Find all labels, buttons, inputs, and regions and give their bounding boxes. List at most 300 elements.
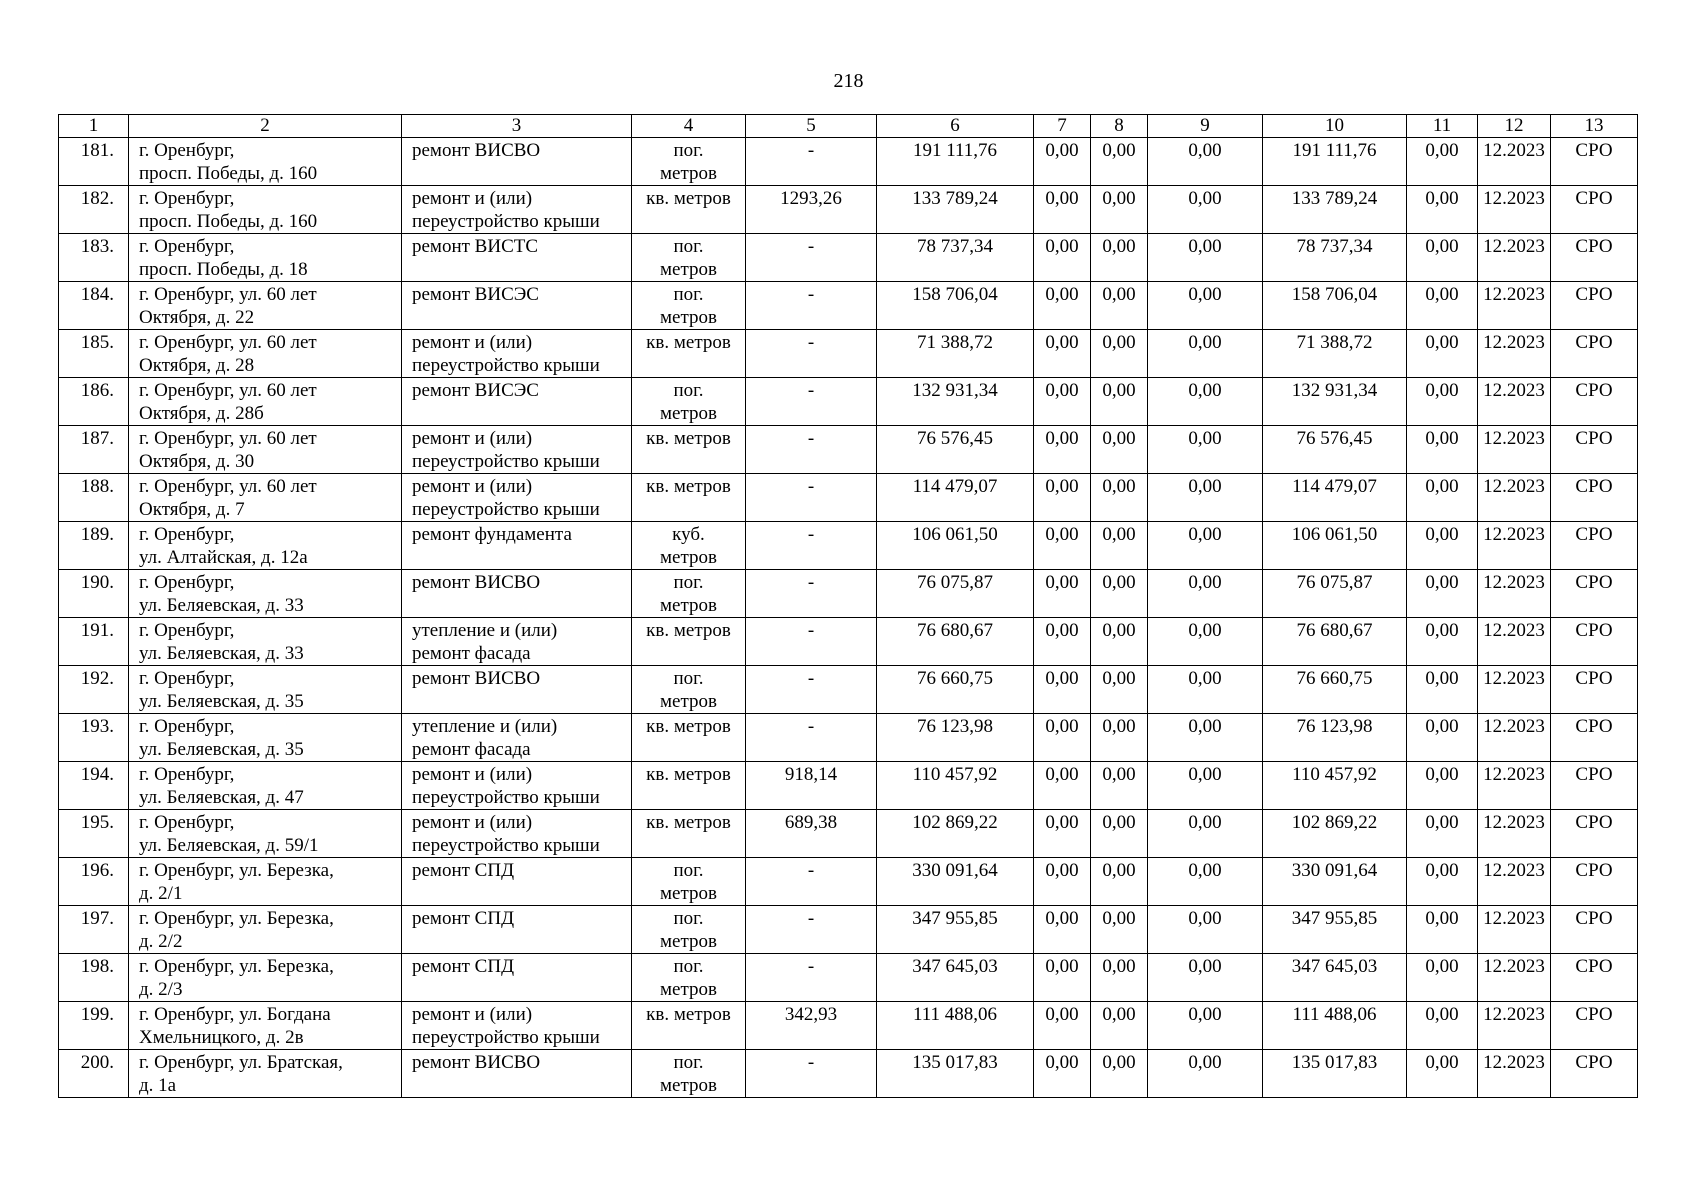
quantity-cell: -: [746, 474, 877, 522]
col11-cell: 0,00: [1407, 714, 1478, 762]
col11-cell: 0,00: [1407, 618, 1478, 666]
deadline-cell: 12.2023: [1478, 186, 1551, 234]
quantity-cell: -: [746, 858, 877, 906]
deadline-cell: 12.2023: [1478, 474, 1551, 522]
unit-cell-line: кв. метров: [646, 1004, 731, 1025]
col7-cell: 0,00: [1034, 858, 1091, 906]
total-cost-cell: 71 388,72: [877, 330, 1034, 378]
col10-cell: 106 061,50: [1263, 522, 1407, 570]
col11-cell: 0,00: [1407, 906, 1478, 954]
col11-cell: 0,00: [1407, 858, 1478, 906]
address-cell-line: просп. Победы, д. 160: [139, 163, 318, 184]
address-cell: [129, 906, 402, 954]
col10-cell: 132 931,34: [1263, 378, 1407, 426]
unit-cell-line: пог.: [673, 956, 704, 977]
address-cell-line: Октября, д. 28: [139, 355, 255, 376]
col7-cell: 0,00: [1034, 1002, 1091, 1050]
executor-cell: СРО: [1551, 666, 1638, 714]
unit-cell: [632, 282, 746, 330]
col9-cell: 0,00: [1148, 954, 1263, 1002]
address-cell-line: г. Оренбург, ул. Березка,: [139, 956, 334, 977]
col8-cell: 0,00: [1091, 666, 1148, 714]
col10-cell: 76 576,45: [1263, 426, 1407, 474]
col10-cell: 102 869,22: [1263, 810, 1407, 858]
quantity-cell: 918,14: [746, 762, 877, 810]
work-type-cell: [402, 426, 632, 474]
col8-cell: 0,00: [1091, 330, 1148, 378]
deadline-cell: 12.2023: [1478, 666, 1551, 714]
deadline-cell: 12.2023: [1478, 234, 1551, 282]
column-header-12: 12: [1478, 115, 1551, 138]
unit-cell-line: метров: [660, 931, 717, 952]
unit-cell-line: кв. метров: [646, 812, 731, 833]
table-row: [59, 282, 1638, 330]
col7-cell: 0,00: [1034, 330, 1091, 378]
unit-cell-line: кв. метров: [646, 764, 731, 785]
executor-cell: СРО: [1551, 186, 1638, 234]
unit-cell-line: кв. метров: [646, 716, 731, 737]
col8-cell: 0,00: [1091, 810, 1148, 858]
col10-cell: 347 955,85: [1263, 906, 1407, 954]
quantity-cell: -: [746, 1050, 877, 1098]
work-type-cell-line: ремонт фасада: [412, 739, 531, 760]
executor-cell: СРО: [1551, 378, 1638, 426]
quantity-cell: -: [746, 378, 877, 426]
col8-cell: 0,00: [1091, 714, 1148, 762]
col9-cell: 0,00: [1148, 330, 1263, 378]
executor-cell: СРО: [1551, 522, 1638, 570]
work-type-cell: [402, 1002, 632, 1050]
column-header-3: 3: [402, 115, 632, 138]
col10-cell: 78 737,34: [1263, 234, 1407, 282]
col7-cell: 0,00: [1034, 906, 1091, 954]
col11-cell: 0,00: [1407, 426, 1478, 474]
address-cell: [129, 666, 402, 714]
col7-cell: 0,00: [1034, 378, 1091, 426]
table-row: [59, 234, 1638, 282]
work-type-cell: [402, 234, 632, 282]
unit-cell-line: пог.: [673, 572, 704, 593]
table-row: [59, 186, 1638, 234]
row-number: 195.: [59, 810, 129, 858]
quantity-cell: -: [746, 426, 877, 474]
unit-cell-line: метров: [660, 1075, 717, 1096]
col9-cell: 0,00: [1148, 186, 1263, 234]
col8-cell: 0,00: [1091, 186, 1148, 234]
table-row: [59, 810, 1638, 858]
unit-cell-line: пог.: [673, 380, 704, 401]
total-cost-cell: 135 017,83: [877, 1050, 1034, 1098]
col8-cell: 0,00: [1091, 522, 1148, 570]
address-cell-line: Октября, д. 22: [139, 307, 255, 328]
work-type-cell: [402, 1050, 632, 1098]
quantity-cell: -: [746, 522, 877, 570]
quantity-cell: -: [746, 618, 877, 666]
quantity-cell: 1293,26: [746, 186, 877, 234]
address-cell: [129, 138, 402, 186]
quantity-cell: -: [746, 138, 877, 186]
total-cost-cell: 110 457,92: [877, 762, 1034, 810]
col9-cell: 0,00: [1148, 810, 1263, 858]
col11-cell: 0,00: [1407, 1050, 1478, 1098]
address-cell: [129, 426, 402, 474]
unit-cell-line: пог.: [673, 284, 704, 305]
col11-cell: 0,00: [1407, 810, 1478, 858]
work-type-cell-line: ремонт ВИСВО: [412, 1052, 541, 1073]
column-header-9: 9: [1148, 115, 1263, 138]
row-number: 187.: [59, 426, 129, 474]
col8-cell: 0,00: [1091, 954, 1148, 1002]
column-header-6: 6: [877, 115, 1034, 138]
table-row: [59, 378, 1638, 426]
work-type-cell: [402, 330, 632, 378]
address-cell-line: г. Оренбург,: [139, 140, 235, 161]
work-type-cell: [402, 378, 632, 426]
col7-cell: 0,00: [1034, 474, 1091, 522]
work-type-cell-line: переустройство крыши: [412, 787, 600, 808]
row-number: 186.: [59, 378, 129, 426]
column-header-7: 7: [1034, 115, 1091, 138]
executor-cell: СРО: [1551, 138, 1638, 186]
total-cost-cell: 133 789,24: [877, 186, 1034, 234]
col9-cell: 0,00: [1148, 138, 1263, 186]
total-cost-cell: 132 931,34: [877, 378, 1034, 426]
col10-cell: 114 479,07: [1263, 474, 1407, 522]
quantity-cell: -: [746, 906, 877, 954]
work-schedule-table: [58, 114, 1638, 1098]
col9-cell: 0,00: [1148, 714, 1263, 762]
address-cell-line: г. Оренбург,: [139, 812, 235, 833]
col8-cell: 0,00: [1091, 378, 1148, 426]
table-row: [59, 330, 1638, 378]
col11-cell: 0,00: [1407, 522, 1478, 570]
address-cell-line: г. Оренбург, ул. 60 лет: [139, 284, 317, 305]
executor-cell: СРО: [1551, 762, 1638, 810]
address-cell-line: Октября, д. 7: [139, 499, 245, 520]
col8-cell: 0,00: [1091, 1050, 1148, 1098]
total-cost-cell: 111 488,06: [877, 1002, 1034, 1050]
deadline-cell: 12.2023: [1478, 138, 1551, 186]
address-cell-line: г. Оренбург, ул. 60 лет: [139, 380, 317, 401]
unit-cell: [632, 186, 746, 234]
col9-cell: 0,00: [1148, 618, 1263, 666]
col11-cell: 0,00: [1407, 474, 1478, 522]
quantity-cell: -: [746, 282, 877, 330]
work-type-cell-line: ремонт ВИСЭС: [412, 284, 539, 305]
work-type-cell-line: ремонт и (или): [412, 764, 533, 785]
work-type-cell: [402, 762, 632, 810]
work-type-cell: [402, 474, 632, 522]
col9-cell: 0,00: [1148, 1002, 1263, 1050]
executor-cell: СРО: [1551, 1002, 1638, 1050]
unit-cell: [632, 906, 746, 954]
unit-cell-line: пог.: [673, 860, 704, 881]
address-cell-line: г. Оренбург, ул. 60 лет: [139, 428, 317, 449]
total-cost-cell: 76 576,45: [877, 426, 1034, 474]
address-cell-line: д. 2/2: [139, 931, 183, 952]
unit-cell-line: пог.: [673, 908, 704, 929]
unit-cell: [632, 426, 746, 474]
col10-cell: 76 660,75: [1263, 666, 1407, 714]
address-cell: [129, 282, 402, 330]
address-cell-line: д. 2/1: [139, 883, 183, 904]
unit-cell-line: пог.: [673, 1052, 704, 1073]
quantity-cell: -: [746, 570, 877, 618]
col9-cell: 0,00: [1148, 1050, 1263, 1098]
work-type-cell-line: утепление и (или): [412, 620, 558, 641]
work-type-cell-line: ремонт СПД: [412, 908, 515, 929]
executor-cell: СРО: [1551, 714, 1638, 762]
table-row: [59, 762, 1638, 810]
address-cell-line: г. Оренбург,: [139, 188, 235, 209]
work-type-cell: [402, 714, 632, 762]
row-number: 190.: [59, 570, 129, 618]
unit-cell-line: кв. метров: [646, 332, 731, 353]
address-cell-line: г. Оренбург, ул. Богдана: [139, 1004, 331, 1025]
work-type-cell-line: переустройство крыши: [412, 451, 600, 472]
work-type-cell-line: переустройство крыши: [412, 1027, 600, 1048]
unit-cell: [632, 474, 746, 522]
deadline-cell: 12.2023: [1478, 906, 1551, 954]
work-type-cell: [402, 282, 632, 330]
deadline-cell: 12.2023: [1478, 570, 1551, 618]
deadline-cell: 12.2023: [1478, 378, 1551, 426]
address-cell: [129, 1002, 402, 1050]
work-type-cell: [402, 810, 632, 858]
unit-cell-line: метров: [660, 979, 717, 1000]
deadline-cell: 12.2023: [1478, 282, 1551, 330]
address-cell: [129, 330, 402, 378]
unit-cell-line: кв. метров: [646, 620, 731, 641]
work-type-cell-line: ремонт и (или): [412, 476, 533, 497]
address-cell-line: г. Оренбург, ул. Братская,: [139, 1052, 343, 1073]
work-type-cell-line: ремонт и (или): [412, 812, 533, 833]
col8-cell: 0,00: [1091, 858, 1148, 906]
executor-cell: СРО: [1551, 282, 1638, 330]
col10-cell: 330 091,64: [1263, 858, 1407, 906]
table-row: [59, 618, 1638, 666]
col11-cell: 0,00: [1407, 186, 1478, 234]
unit-cell: [632, 762, 746, 810]
work-type-cell: [402, 666, 632, 714]
address-cell-line: г. Оренбург,: [139, 716, 235, 737]
unit-cell: [632, 810, 746, 858]
address-cell-line: г. Оренбург,: [139, 620, 235, 641]
quantity-cell: -: [746, 234, 877, 282]
col11-cell: 0,00: [1407, 954, 1478, 1002]
col10-cell: 135 017,83: [1263, 1050, 1407, 1098]
address-cell-line: д. 2/3: [139, 979, 183, 1000]
work-type-cell-line: переустройство крыши: [412, 355, 600, 376]
row-number: 200.: [59, 1050, 129, 1098]
address-cell-line: д. 1а: [139, 1075, 177, 1096]
row-number: 188.: [59, 474, 129, 522]
unit-cell-line: метров: [660, 547, 717, 568]
work-type-cell-line: переустройство крыши: [412, 835, 600, 856]
col11-cell: 0,00: [1407, 1002, 1478, 1050]
executor-cell: СРО: [1551, 234, 1638, 282]
work-type-cell-line: ремонт фасада: [412, 643, 531, 664]
col9-cell: 0,00: [1148, 426, 1263, 474]
col11-cell: 0,00: [1407, 282, 1478, 330]
col7-cell: 0,00: [1034, 666, 1091, 714]
column-header-1: 1: [59, 115, 129, 138]
quantity-cell: -: [746, 714, 877, 762]
unit-cell: [632, 954, 746, 1002]
total-cost-cell: 78 737,34: [877, 234, 1034, 282]
executor-cell: СРО: [1551, 810, 1638, 858]
quantity-cell: 342,93: [746, 1002, 877, 1050]
unit-cell: [632, 1050, 746, 1098]
work-type-cell-line: ремонт ВИСВО: [412, 668, 541, 689]
row-number: 182.: [59, 186, 129, 234]
deadline-cell: 12.2023: [1478, 522, 1551, 570]
unit-cell: [632, 618, 746, 666]
deadline-cell: 12.2023: [1478, 1050, 1551, 1098]
table-row: [59, 1050, 1638, 1098]
unit-cell: [632, 666, 746, 714]
work-type-cell-line: ремонт и (или): [412, 428, 533, 449]
unit-cell-line: пог.: [673, 236, 704, 257]
quantity-cell: -: [746, 666, 877, 714]
executor-cell: СРО: [1551, 954, 1638, 1002]
col11-cell: 0,00: [1407, 330, 1478, 378]
col10-cell: 71 388,72: [1263, 330, 1407, 378]
unit-cell-line: метров: [660, 259, 717, 280]
col10-cell: 191 111,76: [1263, 138, 1407, 186]
unit-cell: [632, 378, 746, 426]
unit-cell: [632, 138, 746, 186]
address-cell: [129, 1050, 402, 1098]
work-type-cell-line: переустройство крыши: [412, 499, 600, 520]
col10-cell: 110 457,92: [1263, 762, 1407, 810]
work-type-cell-line: ремонт СПД: [412, 860, 515, 881]
col9-cell: 0,00: [1148, 858, 1263, 906]
address-cell-line: Октября, д. 30: [139, 451, 255, 472]
address-cell-line: ул. Беляевская, д. 33: [139, 643, 304, 664]
row-number: 181.: [59, 138, 129, 186]
address-cell: [129, 570, 402, 618]
address-cell-line: г. Оренбург,: [139, 236, 235, 257]
column-number-row: [59, 115, 1638, 138]
col10-cell: 111 488,06: [1263, 1002, 1407, 1050]
total-cost-cell: 158 706,04: [877, 282, 1034, 330]
total-cost-cell: 76 660,75: [877, 666, 1034, 714]
table-row: [59, 954, 1638, 1002]
executor-cell: СРО: [1551, 474, 1638, 522]
executor-cell: СРО: [1551, 426, 1638, 474]
col8-cell: 0,00: [1091, 762, 1148, 810]
col9-cell: 0,00: [1148, 282, 1263, 330]
col10-cell: 347 645,03: [1263, 954, 1407, 1002]
col8-cell: 0,00: [1091, 906, 1148, 954]
deadline-cell: 12.2023: [1478, 762, 1551, 810]
unit-cell: [632, 234, 746, 282]
table-row: [59, 714, 1638, 762]
work-type-cell: [402, 858, 632, 906]
total-cost-cell: 76 123,98: [877, 714, 1034, 762]
address-cell-line: г. Оренбург,: [139, 764, 235, 785]
col8-cell: 0,00: [1091, 138, 1148, 186]
table-row: [59, 570, 1638, 618]
unit-cell-line: кв. метров: [646, 428, 731, 449]
col7-cell: 0,00: [1034, 234, 1091, 282]
col8-cell: 0,00: [1091, 234, 1148, 282]
col11-cell: 0,00: [1407, 138, 1478, 186]
col7-cell: 0,00: [1034, 1050, 1091, 1098]
address-cell-line: г. Оренбург, ул. Березка,: [139, 908, 334, 929]
quantity-cell: -: [746, 954, 877, 1002]
col10-cell: 158 706,04: [1263, 282, 1407, 330]
deadline-cell: 12.2023: [1478, 954, 1551, 1002]
unit-cell: [632, 858, 746, 906]
work-type-cell-line: ремонт ВИСВО: [412, 140, 541, 161]
col7-cell: 0,00: [1034, 954, 1091, 1002]
work-type-cell-line: ремонт ВИСЭС: [412, 380, 539, 401]
unit-cell-line: куб.: [672, 524, 705, 545]
address-cell-line: просп. Победы, д. 160: [139, 211, 318, 232]
unit-cell-line: метров: [660, 691, 717, 712]
col9-cell: 0,00: [1148, 234, 1263, 282]
unit-cell-line: кв. метров: [646, 188, 731, 209]
address-cell-line: ул. Беляевская, д. 35: [139, 691, 304, 712]
col10-cell: 76 680,67: [1263, 618, 1407, 666]
work-type-cell-line: ремонт ВИСТС: [412, 236, 539, 257]
work-type-cell: [402, 138, 632, 186]
address-cell-line: г. Оренбург,: [139, 668, 235, 689]
col9-cell: 0,00: [1148, 906, 1263, 954]
total-cost-cell: 330 091,64: [877, 858, 1034, 906]
col11-cell: 0,00: [1407, 378, 1478, 426]
address-cell-line: Октября, д. 28б: [139, 403, 264, 424]
address-cell: [129, 858, 402, 906]
total-cost-cell: 76 680,67: [877, 618, 1034, 666]
col8-cell: 0,00: [1091, 474, 1148, 522]
col10-cell: 133 789,24: [1263, 186, 1407, 234]
table-body: [59, 138, 1638, 1098]
unit-cell-line: метров: [660, 403, 717, 424]
address-cell-line: ул. Беляевская, д. 59/1: [139, 835, 319, 856]
col9-cell: 0,00: [1148, 522, 1263, 570]
table-row: [59, 666, 1638, 714]
executor-cell: СРО: [1551, 906, 1638, 954]
work-type-cell: [402, 186, 632, 234]
row-number: 184.: [59, 282, 129, 330]
unit-cell: [632, 570, 746, 618]
col7-cell: 0,00: [1034, 138, 1091, 186]
address-cell: [129, 714, 402, 762]
address-cell-line: Хмельницкого, д. 2в: [139, 1027, 304, 1048]
table-row: [59, 858, 1638, 906]
col11-cell: 0,00: [1407, 762, 1478, 810]
col7-cell: 0,00: [1034, 810, 1091, 858]
col9-cell: 0,00: [1148, 666, 1263, 714]
col7-cell: 0,00: [1034, 762, 1091, 810]
col11-cell: 0,00: [1407, 666, 1478, 714]
deadline-cell: 12.2023: [1478, 714, 1551, 762]
col11-cell: 0,00: [1407, 570, 1478, 618]
deadline-cell: 12.2023: [1478, 810, 1551, 858]
page-number: 218: [833, 70, 864, 92]
total-cost-cell: 102 869,22: [877, 810, 1034, 858]
col7-cell: 0,00: [1034, 570, 1091, 618]
quantity-cell: 689,38: [746, 810, 877, 858]
column-header-11: 11: [1407, 115, 1478, 138]
row-number: 194.: [59, 762, 129, 810]
address-cell: [129, 954, 402, 1002]
unit-cell: [632, 1002, 746, 1050]
col7-cell: 0,00: [1034, 714, 1091, 762]
